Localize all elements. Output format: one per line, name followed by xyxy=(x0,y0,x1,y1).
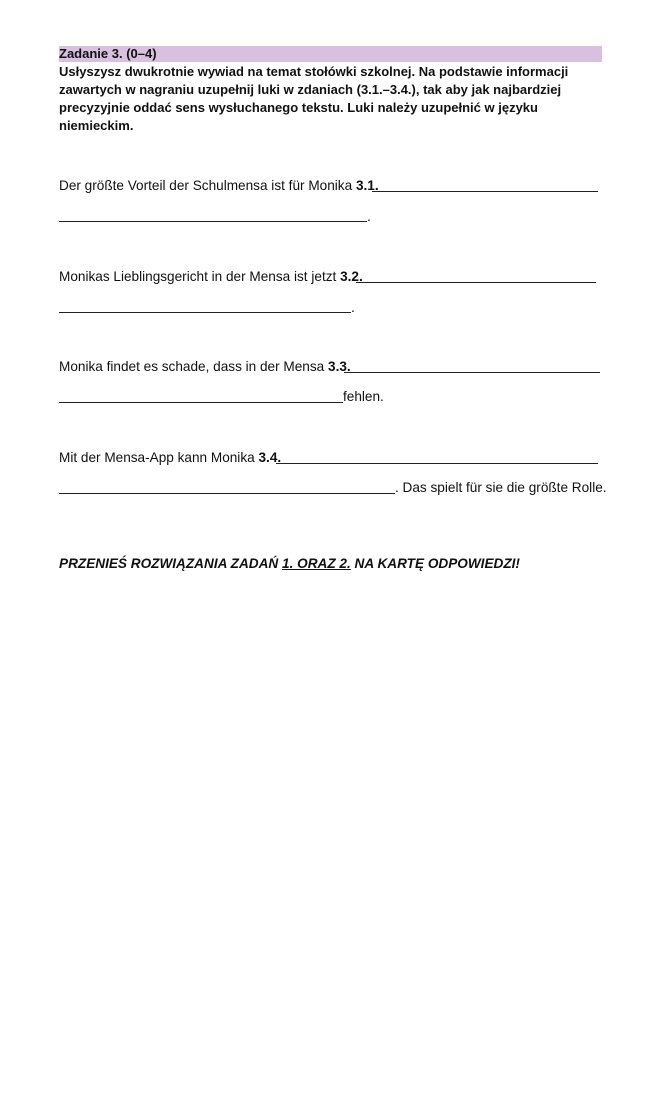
transfer-answers-note xyxy=(59,555,520,573)
item-3-2-prefix: Monikas Lieblingsgericht in der Mensa ist jetzt xyxy=(59,269,337,284)
item-3-4-suffix: . Das spielt für sie die größte Rolle. xyxy=(395,480,607,495)
item-3-3-number: 3.3. xyxy=(328,359,351,374)
answer-blank-3-3a[interactable] xyxy=(344,372,600,373)
item-3-3-prefix: Monika findet es schade, dass in der Mensa xyxy=(59,359,325,374)
item-3-1-suffix: . xyxy=(367,209,371,224)
answer-blank-3-3b[interactable] xyxy=(59,402,343,403)
item-3-4-line1 xyxy=(59,449,281,467)
task-title: Zadanie 3. (0–4) xyxy=(59,46,157,61)
item-3-4-number: 3.4. xyxy=(258,450,282,465)
answer-blank-3-1b[interactable] xyxy=(59,221,367,222)
item-3-1-number: 3.1. xyxy=(355,178,379,193)
task-instruction: Usłyszysz dwukrotnie wywiad na temat stołówki szkolnej. Na podstawie informacji zawartych w nagraniu uzupełnij luki w zdaniach (3.1.–3.4.), tak aby jak najbardziej precyzyjnie oddać sens wysłuchanego tekstu. Luki należy uzupełnić w języku niemieckim. xyxy=(59,64,569,133)
transfer-note-part1: PRZENIEŚ ROZWIĄZANIA ZADAŃ xyxy=(59,556,283,571)
answer-blank-3-2b[interactable] xyxy=(59,312,351,313)
transfer-note-part2: NA KARTĘ ODPOWIEDZI! xyxy=(350,556,520,571)
item-3-3-suffix: fehlen. xyxy=(343,389,384,404)
answer-blank-3-2a[interactable] xyxy=(356,282,596,283)
answer-blank-3-4a[interactable] xyxy=(276,463,598,464)
item-3-1-prefix: Der größte Vorteil der Schulmensa ist für Monika xyxy=(59,178,353,193)
item-3-1-line1 xyxy=(59,177,379,195)
item-3-2-number: 3.2. xyxy=(340,269,363,284)
answer-blank-3-1a[interactable] xyxy=(372,191,598,192)
item-3-2-suffix: . xyxy=(351,300,355,315)
transfer-note-tasks: 1. ORAZ 2. xyxy=(282,556,351,571)
answer-blank-3-4b[interactable] xyxy=(59,493,395,494)
item-3-4-prefix: Mit der Mensa-App kann Monika xyxy=(59,450,255,465)
item-3-2-line1 xyxy=(59,268,363,286)
item-3-3-line1 xyxy=(59,358,351,376)
